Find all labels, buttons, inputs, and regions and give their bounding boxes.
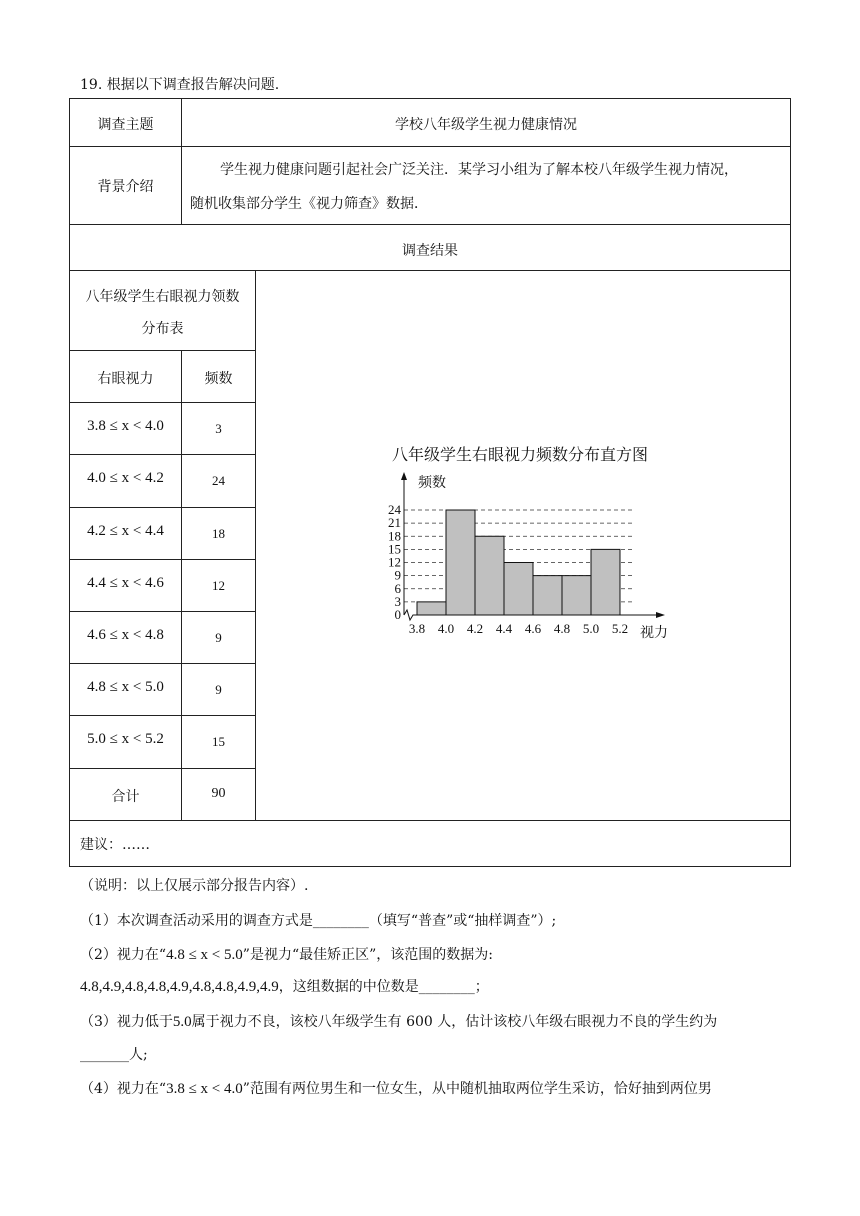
freq-row-count: 9 [215,682,222,697]
histogram-bar [417,602,446,615]
topic-label: 调查主题 [97,117,154,133]
x-tick-label: 4.8 [553,621,571,636]
freq-row-count: 15 [212,734,225,749]
q3-suffix: 属于视力不良，该校八年级学生有 600 人，估计该校八年级右眼视力不良的学生约为 [191,1014,718,1030]
total-value: 90 [211,786,226,801]
q2-median-prompt: ，这组数据的中位数是________； [278,979,489,995]
question-1: （1）本次调查活动采用的调查方式是________（填写“普查”或“抽样调查”）; [80,913,557,929]
freq-row-count: 12 [212,578,225,593]
y-tick-label: 6 [394,580,401,596]
freq-row-count: 3 [215,421,222,436]
y-axis-arrow [401,472,407,480]
y-tick-label: 18 [388,528,401,544]
background-label: 背景介绍 [97,179,154,195]
y-tick-label: 12 [388,554,401,570]
topic-value: 学校八年级学生视力健康情况 [395,117,577,133]
freq-row-range: 4.2 ≤ x < 4.4 [87,523,164,539]
x-tick-label: 5.2 [611,621,629,636]
freq-row-range: 4.0 ≤ x < 4.2 [87,470,164,486]
histogram-bar [446,510,475,615]
x-tick-label: 4.4 [495,621,513,636]
total-label: 合计 [111,789,140,805]
q2-condition: 4.8 ≤ x < 5.0 [166,947,243,963]
background-line1: 学生视力健康问题引起社会广泛关注．某学习小组为了解本校八年级学生视力情况， [220,162,738,178]
histogram-bar [562,576,591,615]
histogram-bar [475,536,504,615]
freq-row-count: 9 [215,630,222,645]
freq-row-range: 4.4 ≤ x < 4.6 [87,575,164,591]
freq-row-range: 4.6 ≤ x < 4.8 [87,627,164,643]
freq-table-title-line1: 八年级学生右眼视力领数 [85,289,240,305]
x-tick-label: 4.0 [437,621,455,636]
histogram-chart [360,440,680,640]
results-label: 调查结果 [402,243,458,259]
question-2-line1 [80,944,493,964]
y-tick-label: 24 [388,502,401,517]
freq-row-range: 4.8 ≤ x < 5.0 [87,679,164,695]
x-tick-label: 3.8 [408,621,426,636]
freq-row-range: 5.0 ≤ x < 5.2 [87,731,164,747]
col-header-freq: 频数 [204,371,233,387]
note-explain: （说明：以上仅展示部分报告内容）. [80,878,309,894]
question-3-line2: _______人; [80,1047,148,1063]
col-header-range: 右眼视力 [97,371,154,387]
suggestion: 建议：…… [80,837,150,853]
question-2-line2 [80,976,489,996]
q3-prefix: （3）视力低于 [80,1014,173,1030]
question-title: 19. 根据以下调查报告解决问题. [80,77,280,93]
y-tick-label: 0 [394,607,401,622]
x-axis-arrow [656,612,665,618]
freq-row-range: 3.8 ≤ x < 4.0 [87,418,164,434]
x-tick-label: 5.0 [582,621,600,636]
histogram-bar [533,576,562,615]
q3-value: 5.0 [172,1014,192,1030]
q4-condition: 3.8 ≤ x < 4.0 [166,1081,243,1097]
q4-prefix: （4）视力在“ [80,1081,167,1097]
q4-suffix: ”范围有两位男生和一位女生，从中随机抽取两位学生采访，恰好抽到两位男 [242,1081,712,1097]
y-tick-label: 21 [388,515,401,531]
freq-row-count: 18 [212,526,225,541]
q2-prefix: （2）视力在“ [80,947,167,963]
y-tick-label: 15 [388,541,401,557]
histogram-bar [504,563,533,616]
chart-title: 八年级学生右眼视力频数分布直方图 [391,447,649,464]
x-tick-label: 4.2 [466,621,484,636]
freq-table-title-line2: 分布表 [141,321,184,337]
background-line2: 随机收集部分学生《视力筛查》数据． [190,196,428,212]
freq-row-count: 24 [212,473,225,488]
question-3-line1 [80,1011,717,1031]
histogram-bar [591,549,620,615]
y-axis-label: 频数 [418,476,446,491]
y-tick-label: 9 [394,567,401,583]
x-tick-label: 4.6 [524,621,542,636]
q2-data: 4.8,4.9,4.8,4.8,4.9,4.8,4.8,4.9,4.9 [80,979,279,995]
x-axis-label: 视力 [640,626,668,640]
question-4-line1 [80,1078,712,1098]
y-tick-label: 3 [394,593,401,609]
q2-suffix: ”是视力“最佳矫正区”，该范围的数据为: [242,947,493,963]
